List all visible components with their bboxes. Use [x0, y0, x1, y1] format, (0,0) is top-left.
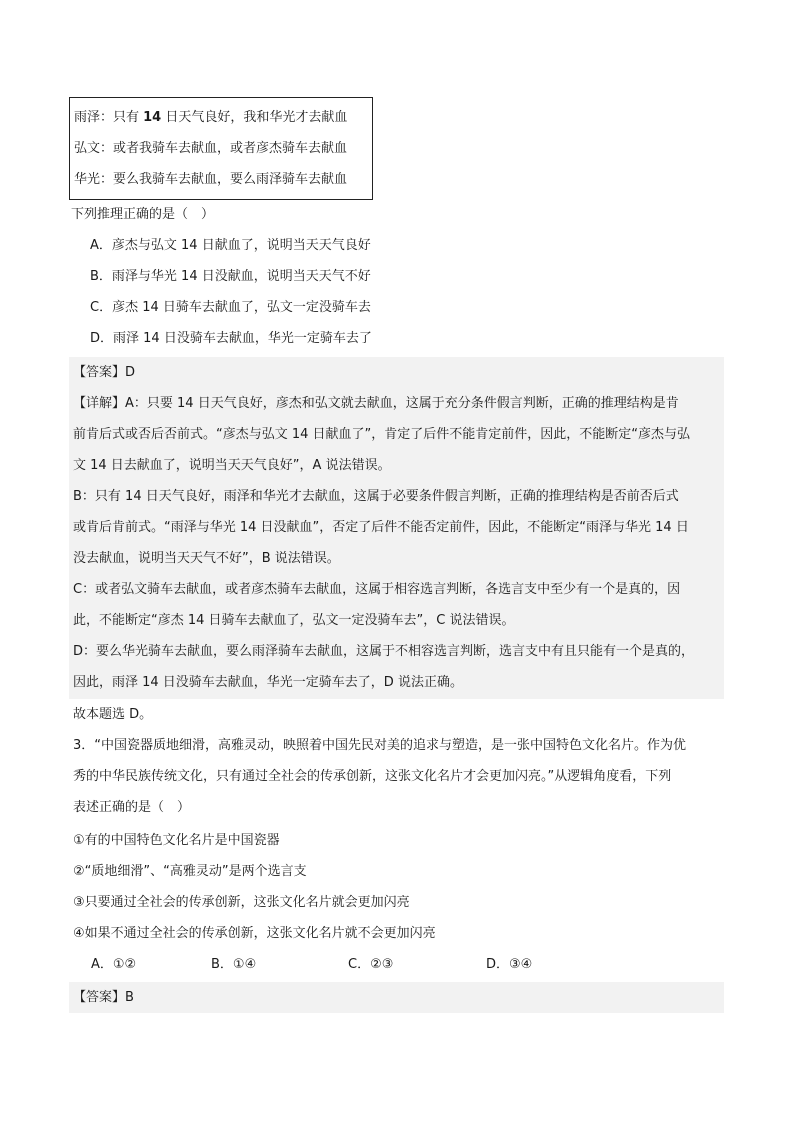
- detail-line: 前肯后式或否后否前式。“彦杰与弘文 14 日献血了”，肯定了后件不能肯定前件，因此，不能断定“彦杰与弘: [73, 427, 691, 442]
- detail-line: C：或者弘文骑车去献血，或者彦杰骑车去献血，这属于相容选言判断，各选言支中至少有一个是真的，因: [73, 582, 681, 597]
- q3-stem-line: 秀的中华民族传统文化，只有通过全社会的传承创新，这张文化名片才会更加闪亮。”从逻辑角度看，下列: [73, 769, 672, 784]
- q3-stem-line: 3．“中国瓷器质地细滑，高雅灵动，映照着中国先民对美的追求与塑造，是一张中国特色文化名片。作为优: [73, 738, 687, 753]
- option-d: D．雨泽 14 日没骑车去献血，华光一定骑车去了: [90, 331, 372, 346]
- q3-option-b: B．①④: [211, 957, 257, 972]
- answer-label: 【答案】D: [73, 365, 136, 380]
- answer2-label: 【答案】B: [73, 990, 134, 1005]
- detail-line: 或肯后肯前式。“雨泽与华光 14 日没献血”，否定了后件不能否定前件，因此，不能断定“雨泽与华光 14 日: [73, 520, 689, 535]
- detail-line: B：只有 14 日天气良好，雨泽和华光才去献血，这属于必要条件假言判断，正确的推理结构是否前否后式: [73, 489, 679, 504]
- option-a: A．彦杰与弘文 14 日献血了，说明当天天气良好: [90, 238, 371, 253]
- q3-option-d: D．③④: [486, 957, 533, 972]
- question-stem: 下列推理正确的是（ ）: [71, 207, 215, 222]
- statement-yuze: 雨泽：只有 14 日天气良好，我和华光才去献血: [74, 110, 348, 125]
- q3-item-4: ④如果不通过全社会的传承创新，这张文化名片就不会更加闪亮: [73, 926, 436, 941]
- detail-line: 此，不能断定“彦杰 14 日骑车去献血了，弘文一定没骑车去”，C 说法错误。: [73, 613, 515, 628]
- detail-line: 因此，雨泽 14 日没骑车去献血，华光一定骑车去了，D 说法正确。: [73, 675, 463, 690]
- detail-line: 文 14 日去献血了，说明当天天气良好”，A 说法错误。: [73, 458, 391, 473]
- option-c: C．彦杰 14 日骑车去献血了，弘文一定没骑车去: [90, 300, 371, 315]
- detail-line: D：要么华光骑车去献血，要么雨泽骑车去献血，这属于不相容选言判断，选言支中有且只能有一个是真的，: [73, 644, 695, 659]
- q3-item-1: ①有的中国特色文化名片是中国瓷器: [73, 833, 280, 848]
- option-b: B．雨泽与华光 14 日没献血，说明当天天气不好: [90, 269, 371, 284]
- statement-box: [69, 97, 373, 200]
- q3-option-c: C．②③: [348, 957, 394, 972]
- answer-explanation-block: [69, 357, 724, 699]
- detail-line: 【详解】A：只要 14 日天气良好，彦杰和弘文就去献血，这属于充分条件假言判断，正确的推理结构是肯: [73, 396, 679, 411]
- statement-huaguang: 华光：要么我骑车去献血，要么雨泽骑车去献血: [74, 172, 348, 187]
- q3-option-a: A．①②: [91, 957, 137, 972]
- conclusion-line: 故本题选 D。: [73, 707, 153, 722]
- q3-item-2: ②“质地细滑”、“高雅灵动”是两个选言支: [73, 864, 307, 879]
- detail-line: 没去献血，说明当天天气不好”，B 说法错误。: [73, 551, 340, 566]
- statement-hongwen: 弘文：或者我骑车去献血，或者彦杰骑车去献血: [74, 141, 348, 156]
- q3-stem-line: 表述正确的是（ ）: [73, 800, 191, 815]
- q3-item-3: ③只要通过全社会的传承创新，这张文化名片就会更加闪亮: [73, 895, 410, 910]
- answer2-block: [69, 982, 724, 1013]
